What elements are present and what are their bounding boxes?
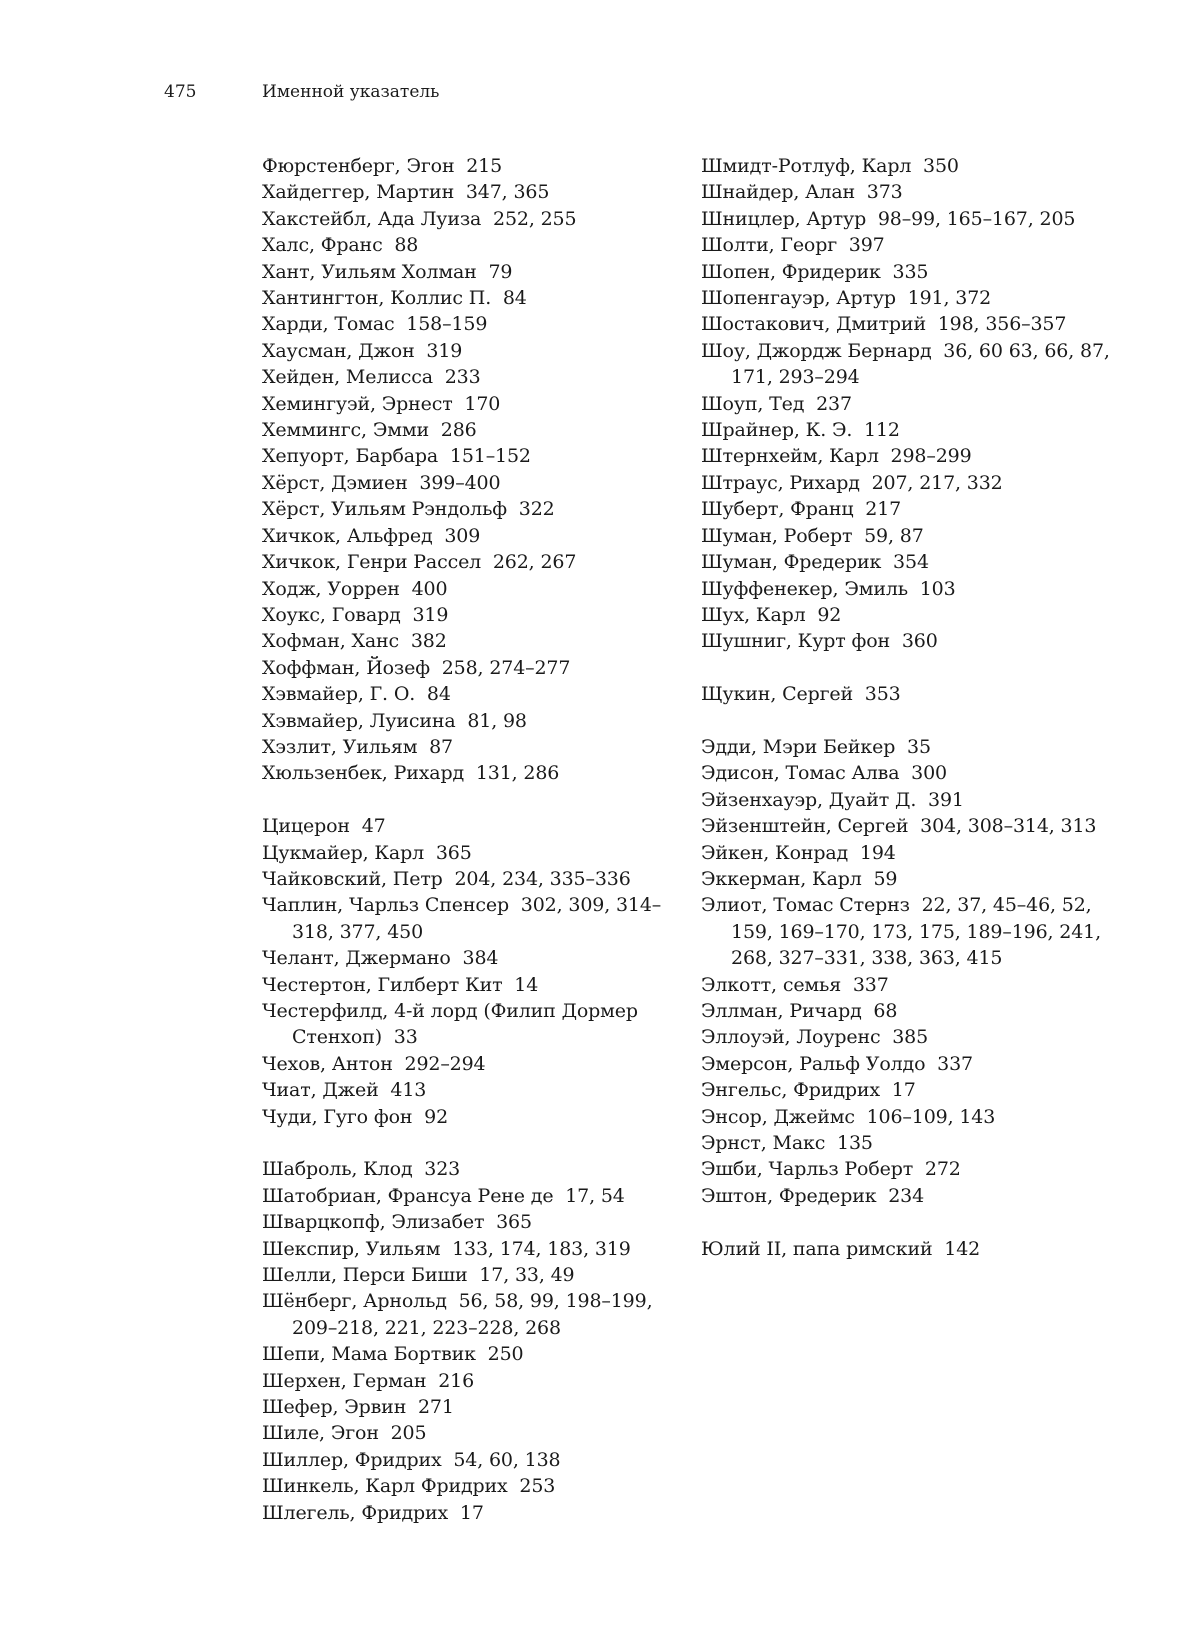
index-entry: Честерфилд, 4-й лорд (Филип Дормер Стенхоп) 33: [262, 999, 644, 1049]
index-entry: Элкотт, семья 337: [701, 973, 889, 996]
index-entry: Хант, Уильям Холман 79: [262, 260, 513, 283]
index-entry: Шницлер, Артур 98–99, 165–167, 205: [701, 207, 1076, 230]
index-entry: Чиат, Джей 413: [262, 1079, 427, 1102]
index-entry: Хэзлит, Уильям 87: [262, 735, 453, 758]
index-entry: Хакстейбл, Ада Луиза 252, 255: [262, 207, 577, 230]
index-entry: Хичкок, Альфред 309: [262, 524, 481, 547]
index-entry: Энгельс, Фридрих 17: [701, 1079, 916, 1102]
index-entry: Хаусман, Джон 319: [262, 339, 463, 362]
index-entry: Шуман, Фредерик 354: [701, 551, 929, 574]
index-entry: Цицерон 47: [262, 815, 386, 838]
index-group: [262, 813, 682, 1130]
index-entry: Эшби, Чарльз Роберт 272: [701, 1158, 961, 1181]
index-entry: Шнайдер, Алан 373: [701, 181, 903, 204]
index-entry: Цукмайер, Карл 365: [262, 841, 472, 864]
index-entry: Шушниг, Курт фон 360: [701, 630, 938, 653]
page-number: 475: [164, 82, 197, 102]
group-gap: [262, 787, 682, 813]
index-entry: Эллоуэй, Лоуренс 385: [701, 1026, 929, 1049]
index-entry: Шуффенекер, Эмиль 103: [701, 577, 956, 600]
group-gap: [701, 708, 1121, 734]
index-group: [701, 734, 1121, 1209]
index-entry: Штраус, Рихард 207, 217, 332: [701, 471, 1003, 494]
index-entry: Юлий II, папа римский 142: [701, 1237, 981, 1260]
index-entry: Эштон, Фредерик 234: [701, 1184, 925, 1207]
index-entry: Ходж, Уоррен 400: [262, 577, 448, 600]
index-entry: Хеммингс, Эмми 286: [262, 419, 477, 442]
index-entry: Шмидт-Ротлуф, Карл 350: [701, 155, 959, 177]
index-entry: Хэвмайер, Г. О. 84: [262, 683, 451, 706]
index-entry: Эккерман, Карл 59: [701, 867, 898, 890]
index-entry: Хантингтон, Коллис П. 84: [262, 287, 527, 310]
index-entry: Хейден, Мелисса 233: [262, 366, 481, 389]
index-entry: Челант, Джермано 384: [262, 947, 499, 970]
index-entry: Чайковский, Петр 204, 234, 335–336: [262, 867, 631, 890]
index-entry: Чуди, Гуго фон 92: [262, 1105, 449, 1128]
index-entry: Шух, Карл 92: [701, 603, 842, 626]
index-group: [262, 1156, 682, 1526]
index-entry: Энсор, Джеймс 106–109, 143: [701, 1105, 996, 1128]
index-entry: Шефер, Эрвин 271: [262, 1396, 454, 1419]
index-entry: Эдди, Мэри Бейкер 35: [701, 735, 931, 758]
index-entry: Шёнберг, Арнольд 56, 58, 99, 198–199, 209–218, 221, 223–228, 268: [262, 1290, 659, 1339]
index-entry: Хэвмайер, Луисина 81, 98: [262, 709, 527, 732]
index-column-right: [701, 153, 1121, 1262]
index-entry: Хоукс, Говард 319: [262, 603, 449, 626]
index-entry: Шоуп, Тед 237: [701, 392, 852, 415]
index-entry: Штернхейм, Карл 298–299: [701, 445, 972, 468]
index-entry: Хёрст, Дэмиен 399–400: [262, 471, 501, 494]
index-entry: Фюрстенберг, Эгон 215: [262, 155, 503, 177]
group-gap: [701, 1209, 1121, 1235]
index-entry: Шостакович, Дмитрий 198, 356–357: [701, 313, 1067, 336]
index-entry: Чаплин, Чарльз Спенсер 302, 309, 314–318, 377, 450: [262, 894, 662, 943]
index-entry: Шуберт, Франц 217: [701, 498, 902, 521]
index-entry: Шелли, Перси Биши 17, 33, 49: [262, 1264, 575, 1287]
index-entry: Шуман, Роберт 59, 87: [701, 524, 924, 547]
index-entry: Шолти, Георг 397: [701, 234, 885, 257]
index-group: [701, 1236, 1121, 1262]
group-gap: [262, 1130, 682, 1156]
index-entry: Шварцкопф, Элизабет 365: [262, 1211, 532, 1234]
index-entry: Эмерсон, Ральф Уолдо 337: [701, 1052, 973, 1075]
index-column-left: [262, 153, 682, 1526]
index-entry: Хемингуэй, Эрнест 170: [262, 392, 501, 415]
index-entry: Элиот, Томас Стернз 22, 37, 45–46, 52, 159, 169–170, 173, 175, 189–196, 241, 268, 327–331, 338, 363, 415: [701, 894, 1107, 970]
index-entry: Шлегель, Фридрих 17: [262, 1501, 484, 1524]
index-entry: Хоффман, Йозеф 258, 274–277: [262, 656, 571, 679]
index-entry: Шаброль, Клод 323: [262, 1158, 461, 1181]
group-gap: [701, 655, 1121, 681]
index-entry: Хичкок, Генри Рассел 262, 267: [262, 551, 577, 574]
index-entry: Шопенгауэр, Артур 191, 372: [701, 287, 992, 310]
index-entry: Шиле, Эгон 205: [262, 1422, 427, 1445]
index-entry: Эйзенштейн, Сергей 304, 308–314, 313: [701, 815, 1097, 838]
index-group: [262, 153, 682, 787]
index-entry: Эллман, Ричард 68: [701, 999, 898, 1022]
index-entry: Хюльзенбек, Рихард 131, 286: [262, 762, 560, 785]
index-entry: Эрнст, Макс 135: [701, 1132, 873, 1154]
index-entry: Эдисон, Томас Алва 300: [701, 762, 947, 785]
index-entry: Хофман, Ханс 382: [262, 630, 447, 653]
index-entry: Шиллер, Фридрих 54, 60, 138: [262, 1448, 561, 1471]
index-entry: Эйкен, Конрад 194: [701, 841, 896, 864]
index-entry: Шерхен, Герман 216: [262, 1369, 475, 1392]
index-entry: Шепи, Мама Бортвик 250: [262, 1343, 524, 1366]
running-header: [164, 79, 1140, 105]
running-title: Именной указатель: [262, 82, 440, 102]
index-entry: Шоу, Джордж Бернард 36, 60 63, 66, 87, 171, 293–294: [701, 339, 1116, 389]
index-entry: Щукин, Сергей 353: [701, 683, 901, 706]
index-group: [701, 681, 1121, 707]
index-entry: Шекспир, Уильям 133, 174, 183, 319: [262, 1237, 631, 1260]
index-entry: Честертон, Гилберт Кит 14: [262, 973, 539, 996]
index-entry: Шатобриан, Франсуа Рене де 17, 54: [262, 1184, 625, 1207]
index-entry: Хайдеггер, Мартин 347, 365: [262, 181, 550, 204]
index-entry: Халс, Франс 88: [262, 234, 419, 257]
index-entry: Хёрст, Уильям Рэндольф 322: [262, 498, 555, 521]
index-entry: Харди, Томас 158–159: [262, 313, 488, 336]
index-entry: Хепуорт, Барбара 151–152: [262, 445, 531, 468]
index-group: [701, 153, 1121, 655]
index-entry: Шопен, Фридерик 335: [701, 260, 929, 283]
index-entry: Шрайнер, К. Э. 112: [701, 419, 900, 442]
index-entry: Шинкель, Карл Фридрих 253: [262, 1475, 556, 1498]
index-entry: Эйзенхауэр, Дуайт Д. 391: [701, 788, 964, 811]
index-entry: Чехов, Антон 292–294: [262, 1052, 486, 1075]
